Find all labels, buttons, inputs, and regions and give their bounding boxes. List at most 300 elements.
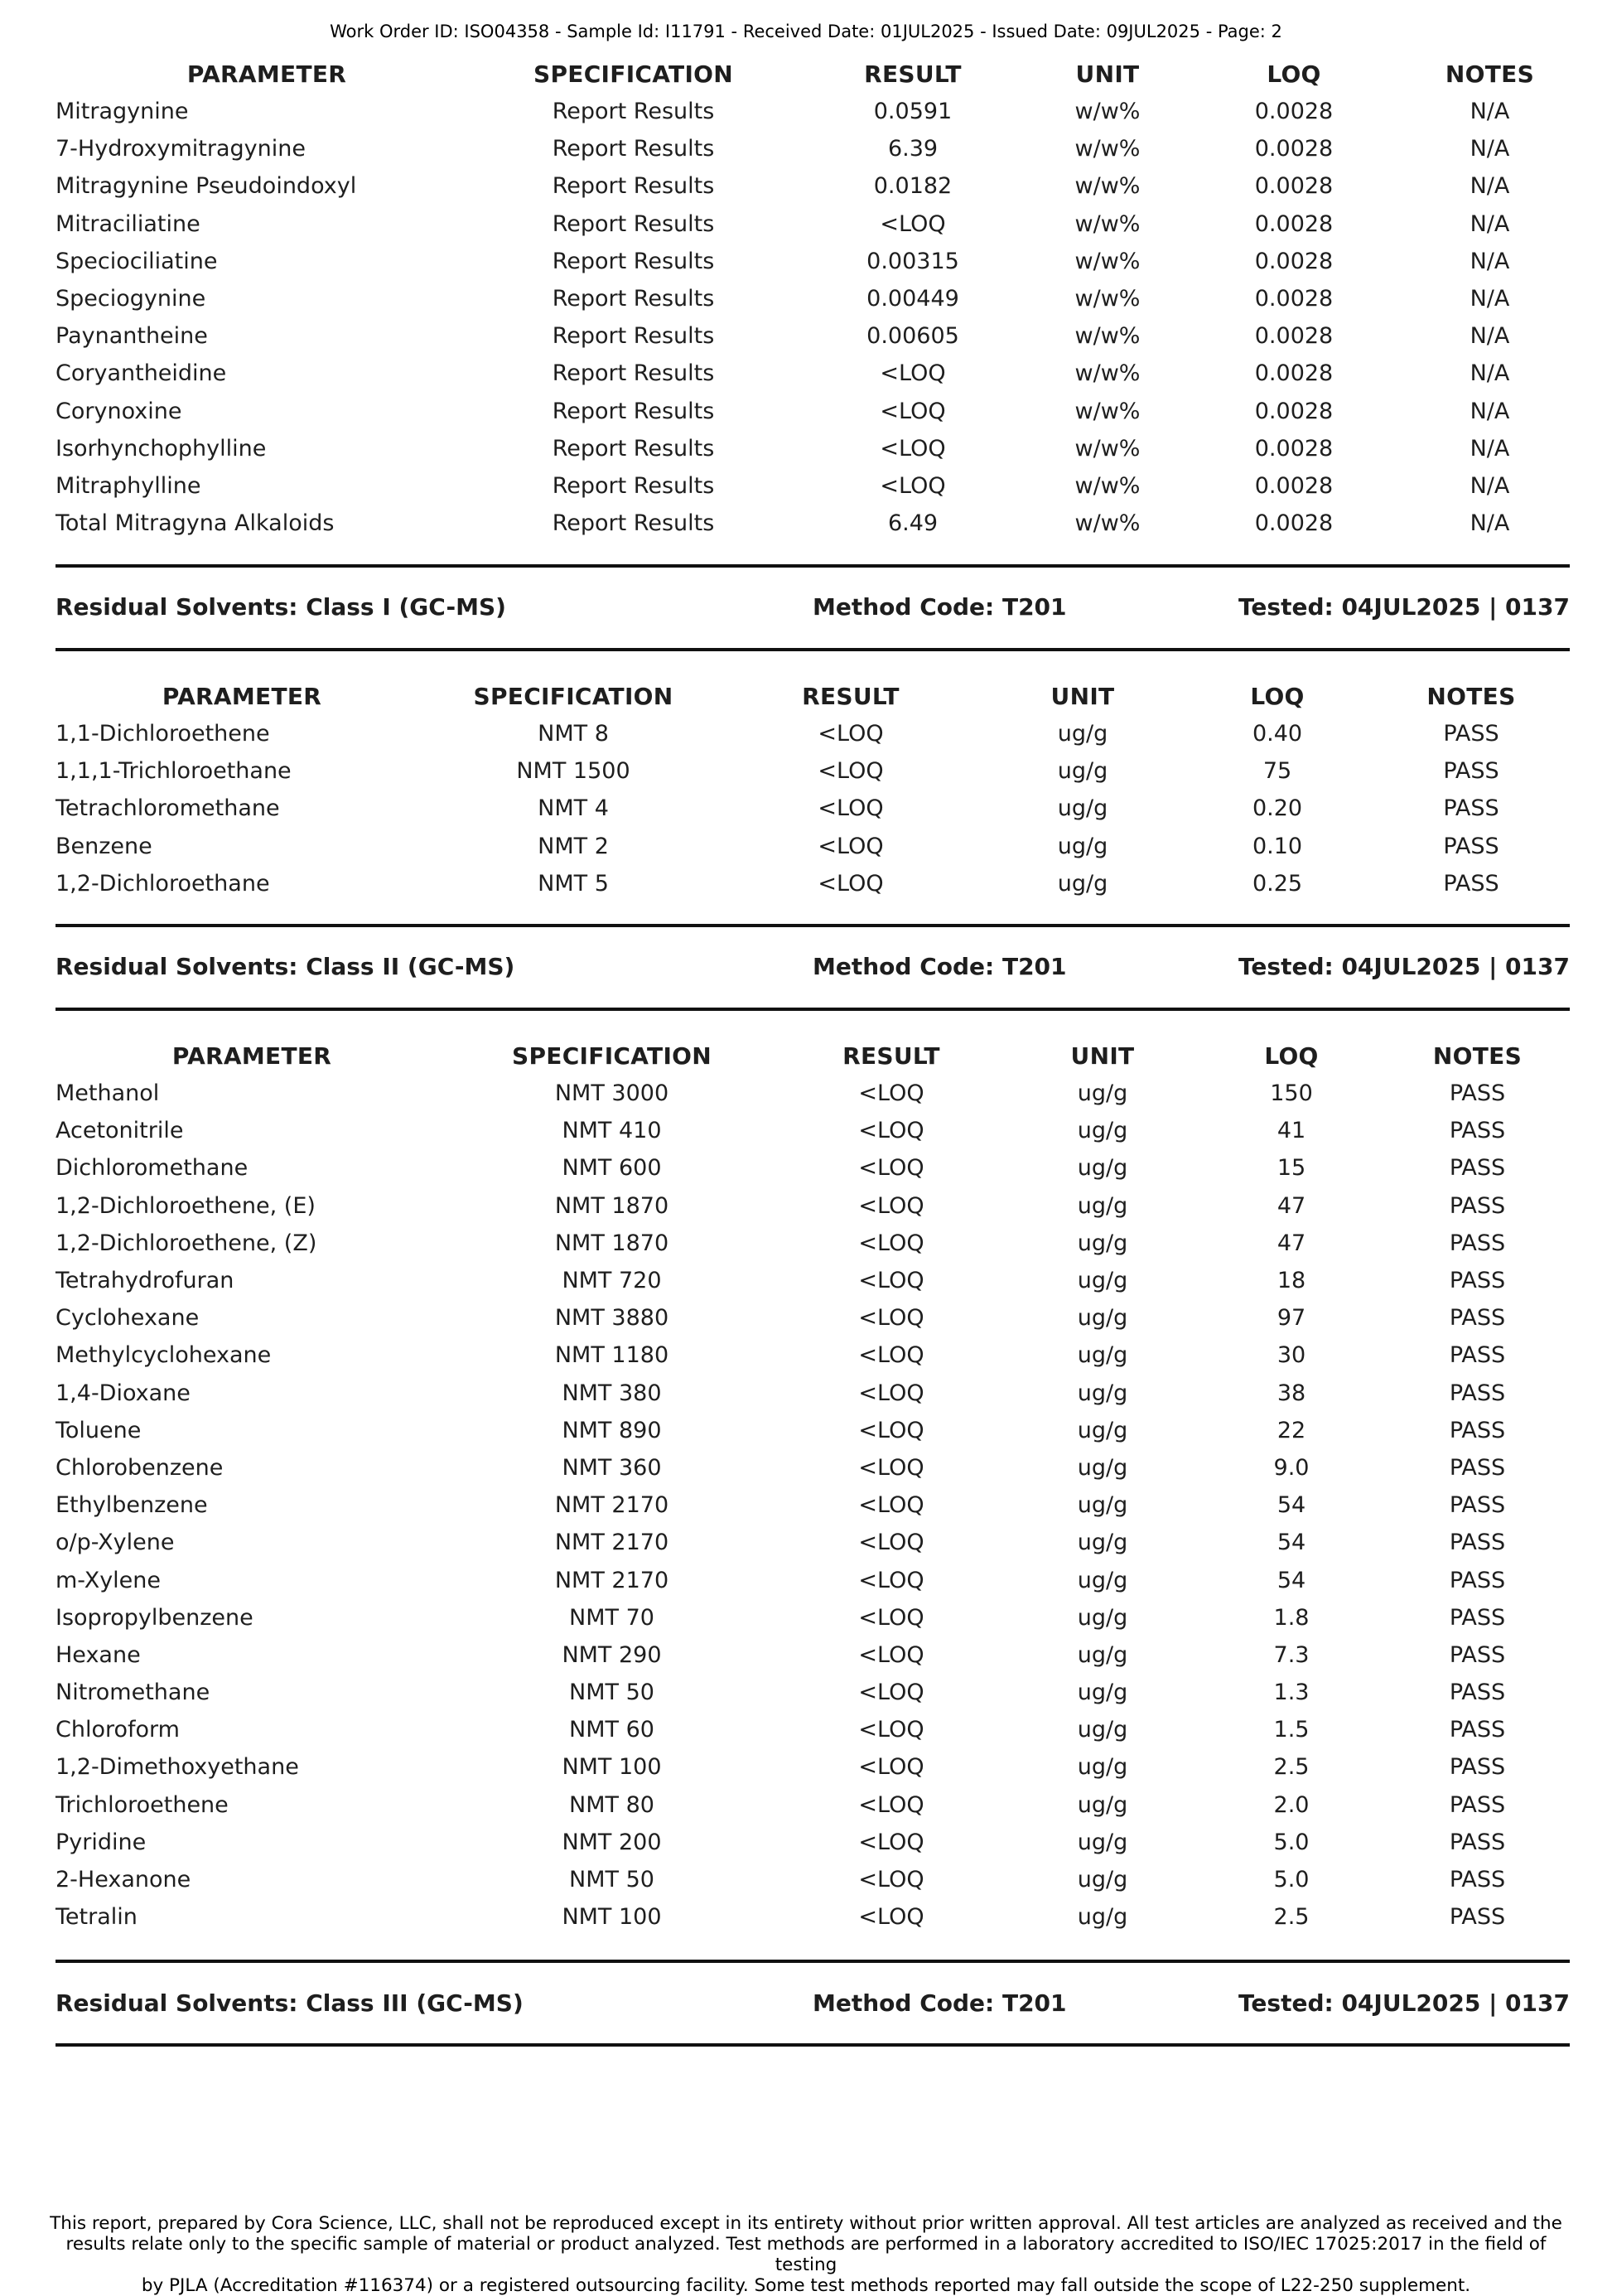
table-row (56, 1599, 1570, 1636)
cell-parameter: Tetrachloromethane (56, 795, 280, 822)
disclaimer-footer (50, 2213, 1562, 2296)
cell-result: <LOQ (880, 398, 946, 424)
cell-notes: PASS (1449, 1417, 1506, 1443)
cell-notes: PASS (1449, 1717, 1506, 1743)
column-header-notes: NOTES (1432, 1042, 1523, 1070)
cell-result: <LOQ (858, 1492, 924, 1519)
cell-notes: PASS (1449, 1155, 1506, 1182)
cell-specification: NMT 380 (562, 1380, 662, 1406)
cell-result: <LOQ (858, 1791, 924, 1818)
cell-loq: 2.5 (1273, 1754, 1310, 1781)
cell-unit: ug/g (1077, 1080, 1128, 1107)
cell-specification: NMT 50 (569, 1680, 654, 1706)
table-row (56, 1748, 1570, 1786)
cell-loq: 150 (1270, 1080, 1313, 1107)
cell-result: <LOQ (858, 1454, 924, 1481)
cell-parameter: 7-Hydroxymitragynine (56, 136, 306, 162)
column-header-parameter: PARAMETER (162, 682, 322, 710)
cell-notes: PASS (1449, 1641, 1506, 1668)
cell-loq: 9.0 (1273, 1454, 1310, 1481)
table-header-row (56, 677, 1570, 715)
cell-unit: ug/g (1077, 1268, 1128, 1294)
cell-result: <LOQ (858, 1380, 924, 1406)
disclaimer-line: This report, prepared by Cora Science, LLC, shall not be reproduced except in its entirety without prior written approval. All test articles are analyzed as received and the (50, 2213, 1562, 2234)
table-row (56, 130, 1570, 167)
cell-specification: NMT 70 (569, 1604, 654, 1631)
cell-result: 0.0182 (873, 173, 953, 200)
table-row (56, 1412, 1570, 1449)
column-header-parameter: PARAMETER (186, 60, 347, 88)
column-header-result: RESULT (802, 682, 900, 710)
cell-result: <LOQ (818, 870, 884, 897)
cell-specification: NMT 100 (562, 1754, 662, 1781)
cell-result: 0.0591 (873, 99, 953, 125)
cell-notes: N/A (1470, 173, 1510, 200)
cell-parameter: Cyclohexane (56, 1305, 200, 1332)
column-header-loq: LOQ (1250, 682, 1305, 710)
cell-unit: w/w% (1074, 435, 1141, 462)
cell-result: <LOQ (858, 1754, 924, 1781)
cell-specification: NMT 5 (538, 870, 609, 897)
cell-unit: ug/g (1077, 1567, 1128, 1593)
cell-parameter: Nitromethane (56, 1680, 210, 1706)
section-title: Residual Solvents: Class II (GC-MS) (56, 953, 515, 980)
cell-loq: 0.0028 (1254, 99, 1334, 125)
cell-parameter: Speciogynine (56, 286, 206, 312)
table-header-row (56, 55, 1570, 93)
column-header-specification: SPECIFICATION (511, 1042, 712, 1070)
cell-unit: w/w% (1074, 510, 1141, 537)
column-header-notes: NOTES (1426, 682, 1516, 710)
cell-parameter: 1,1,1-Trichloroethane (56, 758, 292, 785)
cell-unit: ug/g (1077, 1380, 1128, 1406)
cell-specification: Report Results (552, 248, 715, 274)
cell-unit: w/w% (1074, 173, 1141, 200)
cell-unit: ug/g (1077, 1867, 1128, 1893)
cell-notes: N/A (1470, 398, 1510, 424)
cell-unit: w/w% (1074, 136, 1141, 162)
cell-loq: 0.0028 (1254, 472, 1334, 499)
cell-result: <LOQ (858, 1155, 924, 1182)
column-header-unit: UNIT (1075, 60, 1140, 88)
cell-loq: 0.0028 (1254, 510, 1334, 537)
cell-notes: N/A (1470, 136, 1510, 162)
cell-unit: ug/g (1077, 1754, 1128, 1781)
cell-parameter: Toluene (56, 1417, 142, 1443)
cell-result: 6.39 (887, 136, 939, 162)
cell-specification: Report Results (552, 472, 715, 499)
cell-unit: w/w% (1074, 99, 1141, 125)
cell-unit: ug/g (1077, 1192, 1128, 1219)
cell-parameter: 1,2-Dichloroethene, (Z) (56, 1230, 317, 1256)
cell-result: <LOQ (880, 360, 946, 387)
cell-unit: ug/g (1077, 1680, 1128, 1706)
table-row (56, 280, 1570, 317)
section-divider (56, 648, 1570, 651)
section-header-class-1 (56, 593, 1570, 626)
cell-unit: ug/g (1057, 721, 1108, 747)
cell-notes: PASS (1443, 758, 1499, 785)
cell-specification: NMT 200 (562, 1829, 662, 1855)
table-row (56, 790, 1570, 827)
cell-specification: NMT 1180 (554, 1342, 669, 1369)
cell-specification: Report Results (552, 210, 715, 237)
cell-specification: NMT 2170 (554, 1530, 669, 1556)
column-header-result: RESULT (842, 1042, 940, 1070)
cell-notes: PASS (1449, 1192, 1506, 1219)
cell-specification: NMT 3000 (554, 1080, 669, 1107)
cell-unit: w/w% (1074, 210, 1141, 237)
cell-notes: PASS (1449, 1305, 1506, 1332)
disclaimer-line: results relate only to the specific sample of material or product analyzed. Test methods are performed in a laboratory accredited to ISO/IEC 17025:2017 in the field of testing (65, 2234, 1547, 2275)
table-row (56, 317, 1570, 355)
table-row (56, 243, 1570, 280)
cell-result: <LOQ (858, 1717, 924, 1743)
method-code: Method Code: T201 (813, 1989, 1067, 2017)
page-header: Work Order ID: ISO04358 - Sample Id: I11791 - Received Date: 01JUL2025 - Issued Date: 09JUL2025 - Page: 2 (330, 22, 1282, 41)
cell-loq: 0.0028 (1254, 323, 1334, 350)
cell-notes: PASS (1449, 1680, 1506, 1706)
cell-unit: ug/g (1077, 1417, 1128, 1443)
cell-parameter: Hexane (56, 1641, 141, 1668)
table-row (56, 1187, 1570, 1225)
class-2-solvents-table (56, 1037, 1570, 1936)
section-title: Residual Solvents: Class III (GC-MS) (56, 1989, 524, 2017)
cell-specification: NMT 2170 (554, 1567, 669, 1593)
table-row (56, 1149, 1570, 1187)
cell-parameter: 1,1-Dichloroethene (56, 721, 270, 747)
cell-specification: NMT 290 (562, 1641, 662, 1668)
cell-notes: N/A (1470, 472, 1510, 499)
cell-parameter: Methanol (56, 1080, 160, 1107)
cell-specification: Report Results (552, 323, 715, 350)
section-header-class-2 (56, 953, 1570, 986)
cell-notes: N/A (1470, 99, 1510, 125)
cell-parameter: Mitraciliatine (56, 210, 200, 237)
cell-parameter: Ethylbenzene (56, 1492, 208, 1519)
class-1-solvents-table (56, 677, 1570, 902)
table-row (56, 1225, 1570, 1262)
cell-result: <LOQ (858, 1904, 924, 1931)
section-divider (56, 2043, 1570, 2047)
cell-result: 6.49 (887, 510, 939, 537)
cell-loq: 0.0028 (1254, 136, 1334, 162)
cell-loq: 0.0028 (1254, 360, 1334, 387)
cell-loq: 22 (1277, 1417, 1306, 1443)
column-header-loq: LOQ (1267, 60, 1321, 88)
cell-result: <LOQ (858, 1867, 924, 1893)
cell-parameter: 1,4-Dioxane (56, 1380, 191, 1406)
section-divider (56, 1960, 1570, 1963)
table-row (56, 752, 1570, 790)
cell-specification: NMT 600 (562, 1155, 662, 1182)
cell-result: <LOQ (858, 1530, 924, 1556)
cell-unit: ug/g (1077, 1641, 1128, 1668)
cell-loq: 0.0028 (1254, 286, 1334, 312)
cell-loq: 1.5 (1273, 1717, 1310, 1743)
cell-loq: 54 (1277, 1492, 1306, 1519)
cell-parameter: Tetrahydrofuran (56, 1268, 234, 1294)
cell-loq: 2.0 (1273, 1791, 1310, 1818)
cell-parameter: Dichloromethane (56, 1155, 249, 1182)
cell-notes: PASS (1449, 1080, 1506, 1107)
cell-specification: NMT 410 (562, 1118, 662, 1144)
cell-parameter: Speciociliatine (56, 248, 218, 274)
section-divider (56, 564, 1570, 568)
tested-date: Tested: 04JUL2025 | 0137 (1238, 1989, 1570, 2017)
cell-unit: w/w% (1074, 398, 1141, 424)
tested-date: Tested: 04JUL2025 | 0137 (1238, 953, 1570, 980)
table-row (56, 505, 1570, 542)
cell-result: <LOQ (858, 1680, 924, 1706)
cell-unit: ug/g (1077, 1118, 1128, 1144)
cell-result: <LOQ (858, 1604, 924, 1631)
cell-notes: N/A (1470, 435, 1510, 462)
cell-result: <LOQ (818, 833, 884, 859)
cell-notes: PASS (1449, 1342, 1506, 1369)
column-header-result: RESULT (864, 60, 962, 88)
cell-specification: NMT 720 (562, 1268, 662, 1294)
cell-unit: ug/g (1077, 1717, 1128, 1743)
cell-result: <LOQ (818, 721, 884, 747)
cell-loq: 0.0028 (1254, 435, 1334, 462)
cell-result: <LOQ (858, 1342, 924, 1369)
cell-loq: 0.25 (1252, 870, 1303, 897)
cell-notes: PASS (1449, 1268, 1506, 1294)
cell-unit: ug/g (1057, 795, 1108, 822)
cell-parameter: Total Mitragyna Alkaloids (56, 510, 335, 537)
cell-notes: PASS (1449, 1380, 1506, 1406)
cell-notes: PASS (1443, 795, 1499, 822)
cell-loq: 15 (1277, 1155, 1306, 1182)
alkaloids-table (56, 55, 1570, 542)
cell-specification: NMT 2 (538, 833, 609, 859)
cell-parameter: Isopropylbenzene (56, 1604, 253, 1631)
cell-unit: ug/g (1077, 1305, 1128, 1332)
cell-notes: PASS (1449, 1791, 1506, 1818)
cell-specification: NMT 1870 (554, 1230, 669, 1256)
cell-parameter: Mitraphylline (56, 472, 201, 499)
cell-parameter: Mitragynine Pseudoindoxyl (56, 173, 357, 200)
table-row (56, 1674, 1570, 1711)
cell-specification: NMT 60 (569, 1717, 654, 1743)
cell-notes: N/A (1470, 248, 1510, 274)
cell-parameter: 1,2-Dichloroethane (56, 870, 270, 897)
table-row (56, 205, 1570, 243)
cell-specification: Report Results (552, 136, 715, 162)
cell-result: <LOQ (858, 1080, 924, 1107)
column-header-notes: NOTES (1445, 60, 1535, 88)
section-title: Residual Solvents: Class I (GC-MS) (56, 593, 506, 621)
table-row (56, 355, 1570, 392)
cell-unit: ug/g (1077, 1155, 1128, 1182)
cell-parameter: Pyridine (56, 1829, 147, 1855)
cell-specification: Report Results (552, 398, 715, 424)
cell-specification: NMT 890 (562, 1417, 662, 1443)
cell-loq: 0.40 (1252, 721, 1303, 747)
cell-unit: ug/g (1077, 1530, 1128, 1556)
table-row (56, 1337, 1570, 1374)
table-row (56, 865, 1570, 902)
cell-loq: 2.5 (1273, 1904, 1310, 1931)
method-code: Method Code: T201 (813, 953, 1067, 980)
cell-loq: 0.0028 (1254, 173, 1334, 200)
cell-loq: 0.10 (1252, 833, 1303, 859)
cell-loq: 5.0 (1273, 1867, 1310, 1893)
cell-parameter: Tetralin (56, 1904, 138, 1931)
cell-result: <LOQ (858, 1268, 924, 1294)
cell-unit: w/w% (1074, 248, 1141, 274)
column-header-specification: SPECIFICATION (473, 682, 673, 710)
cell-specification: NMT 360 (562, 1454, 662, 1481)
cell-notes: PASS (1449, 1829, 1506, 1855)
cell-specification: NMT 80 (569, 1791, 654, 1818)
table-row (56, 1861, 1570, 1898)
cell-notes: PASS (1449, 1754, 1506, 1781)
cell-specification: Report Results (552, 360, 715, 387)
cell-specification: NMT 1870 (554, 1192, 669, 1219)
cell-notes: N/A (1470, 210, 1510, 237)
cell-result: 0.00315 (866, 248, 959, 274)
column-header-parameter: PARAMETER (171, 1042, 332, 1070)
column-header-unit: UNIT (1070, 1042, 1135, 1070)
cell-notes: PASS (1443, 870, 1499, 897)
cell-loq: 7.3 (1273, 1641, 1310, 1668)
cell-loq: 1.8 (1273, 1604, 1310, 1631)
cell-notes: PASS (1449, 1604, 1506, 1631)
cell-parameter: 2-Hexanone (56, 1867, 191, 1893)
cell-unit: w/w% (1074, 286, 1141, 312)
table-header-row (56, 1037, 1570, 1075)
column-header-specification: SPECIFICATION (533, 60, 734, 88)
cell-loq: 97 (1277, 1305, 1306, 1332)
cell-loq: 41 (1277, 1118, 1306, 1144)
table-row (56, 167, 1570, 205)
cell-result: <LOQ (858, 1305, 924, 1332)
table-row (56, 1486, 1570, 1524)
cell-loq: 38 (1277, 1380, 1306, 1406)
cell-result: 0.00449 (866, 286, 959, 312)
cell-parameter: Benzene (56, 833, 152, 859)
cell-loq: 1.3 (1273, 1680, 1310, 1706)
cell-unit: ug/g (1057, 758, 1108, 785)
cell-specification: NMT 4 (538, 795, 609, 822)
cell-parameter: Mitragynine (56, 99, 189, 125)
cell-result: <LOQ (880, 472, 946, 499)
cell-result: <LOQ (858, 1192, 924, 1219)
cell-unit: ug/g (1077, 1829, 1128, 1855)
cell-result: <LOQ (858, 1829, 924, 1855)
cell-parameter: 1,2-Dichloroethene, (E) (56, 1192, 316, 1219)
cell-unit: ug/g (1057, 833, 1108, 859)
cell-unit: ug/g (1077, 1342, 1128, 1369)
section-header-class-3 (56, 1989, 1570, 2023)
cell-specification: Report Results (552, 510, 715, 537)
cell-notes: PASS (1449, 1867, 1506, 1893)
column-header-loq: LOQ (1264, 1042, 1319, 1070)
table-row (56, 828, 1570, 865)
method-code: Method Code: T201 (813, 593, 1067, 621)
table-row (56, 1561, 1570, 1598)
cell-notes: PASS (1449, 1118, 1506, 1144)
cell-parameter: m-Xylene (56, 1567, 162, 1593)
cell-parameter: Corynoxine (56, 398, 182, 424)
cell-unit: ug/g (1077, 1791, 1128, 1818)
table-row (56, 1711, 1570, 1748)
cell-specification: NMT 2170 (554, 1492, 669, 1519)
cell-loq: 54 (1277, 1530, 1306, 1556)
cell-result: <LOQ (818, 795, 884, 822)
cell-loq: 75 (1262, 758, 1292, 785)
cell-specification: Report Results (552, 173, 715, 200)
cell-loq: 0.0028 (1254, 398, 1334, 424)
cell-loq: 18 (1277, 1268, 1306, 1294)
cell-notes: N/A (1470, 323, 1510, 350)
cell-notes: PASS (1449, 1904, 1506, 1931)
table-row (56, 430, 1570, 467)
table-row (56, 1375, 1570, 1412)
disclaimer-line: by PJLA (Accreditation #116374) or a registered outsourcing facility. Some test methods reported may fall outside the scope of L22-250 supplement. (141, 2275, 1471, 2296)
cell-notes: N/A (1470, 510, 1510, 537)
table-row (56, 715, 1570, 752)
cell-notes: PASS (1449, 1230, 1506, 1256)
table-row (56, 467, 1570, 505)
cell-notes: PASS (1449, 1492, 1506, 1519)
table-row (56, 1075, 1570, 1112)
cell-result: <LOQ (858, 1641, 924, 1668)
table-row (56, 1262, 1570, 1299)
table-row (56, 1524, 1570, 1561)
tested-date: Tested: 04JUL2025 | 0137 (1238, 593, 1570, 621)
cell-parameter: Acetonitrile (56, 1118, 184, 1144)
cell-unit: w/w% (1074, 360, 1141, 387)
table-row (56, 93, 1570, 130)
cell-notes: PASS (1449, 1567, 1506, 1593)
cell-parameter: Chlorobenzene (56, 1454, 224, 1481)
cell-specification: NMT 50 (569, 1867, 654, 1893)
cell-unit: w/w% (1074, 472, 1141, 499)
cell-notes: PASS (1449, 1454, 1506, 1481)
cell-notes: N/A (1470, 360, 1510, 387)
cell-unit: ug/g (1077, 1604, 1128, 1631)
cell-result: <LOQ (880, 435, 946, 462)
cell-specification: Report Results (552, 99, 715, 125)
cell-loq: 47 (1277, 1230, 1306, 1256)
cell-loq: 0.20 (1252, 795, 1303, 822)
cell-parameter: Isorhynchophylline (56, 435, 267, 462)
cell-loq: 54 (1277, 1567, 1306, 1593)
cell-notes: PASS (1443, 833, 1499, 859)
cell-loq: 0.0028 (1254, 210, 1334, 237)
cell-parameter: Trichloroethene (56, 1791, 229, 1818)
table-row (56, 1636, 1570, 1674)
table-row (56, 1299, 1570, 1337)
cell-parameter: Chloroform (56, 1717, 180, 1743)
cell-loq: 47 (1277, 1192, 1306, 1219)
cell-result: <LOQ (880, 210, 946, 237)
cell-result: <LOQ (858, 1417, 924, 1443)
cell-result: <LOQ (858, 1118, 924, 1144)
cell-result: <LOQ (858, 1230, 924, 1256)
cell-unit: ug/g (1077, 1454, 1128, 1481)
cell-unit: ug/g (1057, 870, 1108, 897)
cell-loq: 5.0 (1273, 1829, 1310, 1855)
table-row (56, 393, 1570, 430)
column-header-unit: UNIT (1050, 682, 1115, 710)
cell-unit: w/w% (1074, 323, 1141, 350)
cell-parameter: Methylcyclohexane (56, 1342, 272, 1369)
cell-loq: 0.0028 (1254, 248, 1334, 274)
